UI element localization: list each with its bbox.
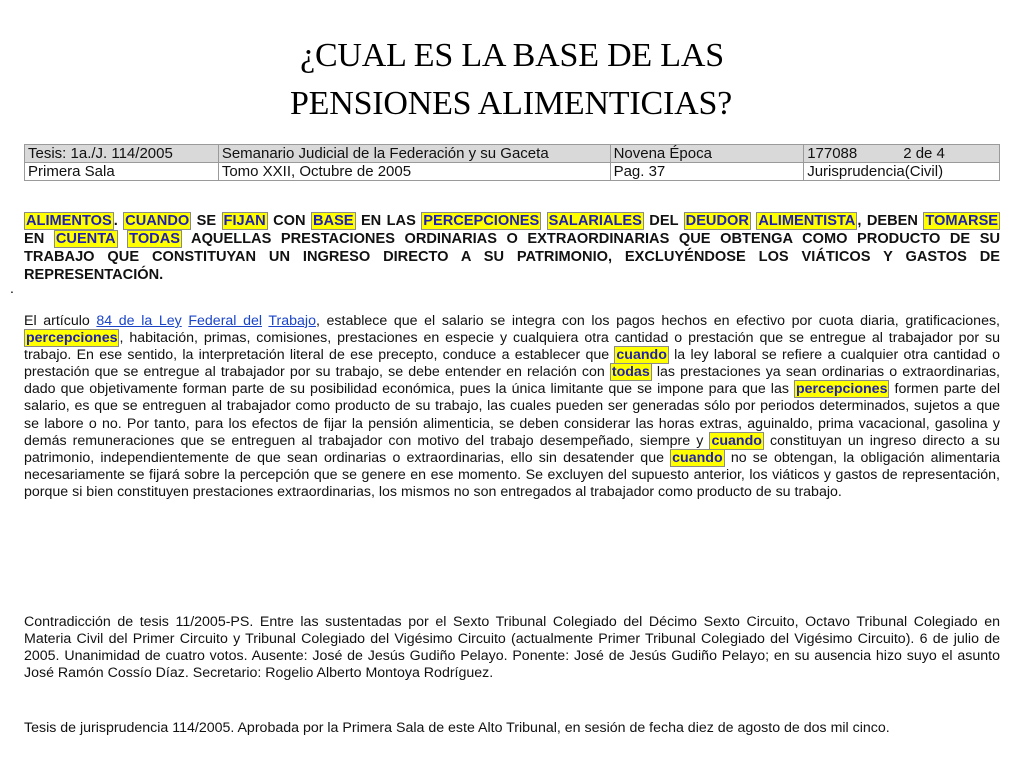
law-article-link[interactable]: 84 de la Ley [96, 313, 182, 329]
thesis-number: Tesis: 1a./J. 114/2005 [25, 145, 219, 163]
publication-name: Semanario Judicial de la Federación y su Gaceta [218, 145, 610, 163]
highlighted-term: cuando [711, 432, 762, 449]
highlighted-term: todas [611, 364, 650, 381]
highlighted-term: FIJAN [223, 213, 266, 229]
precedent-paragraph: Contradicción de tesis 11/2005-PS. Entre las sustentadas por el Sexto Tribunal Colegiado del Décimo Sexto Circuito, Octavo Tribunal Colegiado en Materia Civil del Primer Circuito y Tribunal Colegiado del Vigésimo Circuito (actualmente Primer Tribunal Colegiado del Vigésimo Circuito). 6 de julio de 2005. Unanimidad de cuatro votos. Ausente: José de Jesús Gudiño Pelayo. Ponente: José de Jesús Gudiño Pelayo; en su ausencia hizo suyo el asunto José Ramón Cossío Díaz. Secretario: Rogelio Alberto Montoya Rodríguez. [24, 614, 1000, 682]
registry-cell [804, 145, 1000, 163]
volume: Tomo XXII, Octubre de 2005 [218, 163, 610, 181]
separator-dot: . [10, 280, 14, 296]
highlighted-term: DEUDOR [685, 213, 749, 229]
law-subject-link[interactable]: Trabajo [268, 313, 316, 329]
heading-text: , DEBEN [857, 213, 924, 229]
heading-text: SE [191, 213, 222, 229]
highlighted-term: TOMARSE [925, 213, 999, 229]
highlighted-term: PERCEPCIONES [423, 213, 540, 229]
law-name-link[interactable]: Federal del [188, 313, 263, 329]
highlighted-term: cuando [672, 449, 723, 466]
body-text: El artículo [24, 313, 97, 329]
heading-text [118, 231, 128, 247]
thesis-metadata-table [24, 144, 1000, 181]
approval-paragraph: Tesis de jurisprudencia 114/2005. Aprobada por la Primera Sala de este Alto Tribunal, en sesión de fecha diez de agosto de dos mil cinco. [24, 720, 890, 736]
thesis-heading [24, 212, 1000, 284]
heading-text: AQUELLAS PRESTACIONES ORDINARIAS O EXTRAORDINARIAS QUE OBTENGA COMO PRODUCTO DE SU TRABAJO QUE CONSTITUYAN UN INGRESO DIRECTO A SU PATRIMONIO, EXCLUYÉNDOSE LOS VIÁTICOS Y GASTOS DE REPRESENTACIÓN. [24, 231, 1000, 283]
body-text: las prestaciones ya sean ordinarias o extraordinarias, dado que objetivamente forman parte de su posibilidad económica, pues la única limitante que se impone para que las [24, 364, 1001, 398]
thesis-body [24, 313, 1000, 501]
metadata-row [25, 163, 1000, 181]
highlighted-term: ALIMENTISTA [758, 213, 856, 229]
page-title [0, 32, 1024, 128]
body-text: la ley laboral se refiere a cualquier otra cantidad o prestación que se entregue al trabajador por su trabajo, se debe entender en relación con [24, 347, 1000, 381]
highlighted-term: cuando [616, 347, 667, 364]
metadata-row [25, 145, 1000, 163]
highlighted-term: CUANDO [125, 213, 190, 229]
page-counter: 2 de 4 [903, 145, 945, 162]
highlighted-term: TODAS [129, 231, 180, 247]
epoch: Novena Época [610, 145, 804, 163]
highlighted-term: SALARIALES [548, 213, 642, 229]
court-chamber: Primera Sala [25, 163, 219, 181]
body-text: , habitación, primas, comisiones, prestaciones en especie y cualquiera otra cantidad o prestación que se entregue al trabajador por su trabajo. En ese sentido, la interpretación literal de ese precepto, conduce a establecer que [24, 330, 1000, 364]
body-text: no se obtengan, la obligación alimentaria necesariamente se fijará sobre la percepción que se genere en ese momento. Se excluyen del supuesto anterior, los viáticos y gastos de representación, porque si bien constituyen prestaciones extraordinarias, los mismos no son entregados al trabajador como producto de su trabajo. [24, 449, 1000, 500]
body-text: constituyan un ingreso directo a su patrimonio, independientemente de que sean ordinarias o extraordinarias, ello sin desatender que [24, 432, 1000, 466]
page-reference: Pag. 37 [610, 163, 804, 181]
heading-text: . [113, 213, 124, 229]
highlighted-term: percepciones [795, 381, 888, 398]
heading-text: EN LAS [355, 213, 422, 229]
title-line-1: ¿CUAL ES LA BASE DE LAS [300, 37, 724, 74]
thesis-type: Jurisprudencia(Civil) [804, 163, 1000, 181]
highlighted-term: percepciones [26, 330, 118, 347]
body-text: , establece que el salario se integra con los pagos hechos en efectivo por cuota diaria, gratificaciones, [315, 313, 1000, 329]
highlighted-term: CUENTA [55, 231, 116, 247]
body-text: formen parte del salario, es que se entreguen al trabajador como producto de su trabajo, las cuales pueden ser generadas sólo por periodos determinados, sujetos a que se labore o no. Por tanto, para los efectos de fijar la pensión alimenticia, se deben considerar las horas extras, aguinaldo, prima vacacional, gasolina y demás remuneraciones que se entreguen al trabajador con motivo del trabajo desempeñado, siempre y [24, 381, 1000, 449]
heading-text: EN [24, 231, 54, 247]
heading-text: DEL [643, 213, 684, 229]
title-line-2: PENSIONES ALIMENTICIAS? [289, 85, 733, 122]
highlighted-term: ALIMENTOS [26, 213, 112, 229]
registry-number: 177088 [807, 145, 858, 162]
highlighted-term: BASE [312, 213, 354, 229]
heading-text [541, 213, 546, 229]
heading-text: CON [267, 213, 311, 229]
